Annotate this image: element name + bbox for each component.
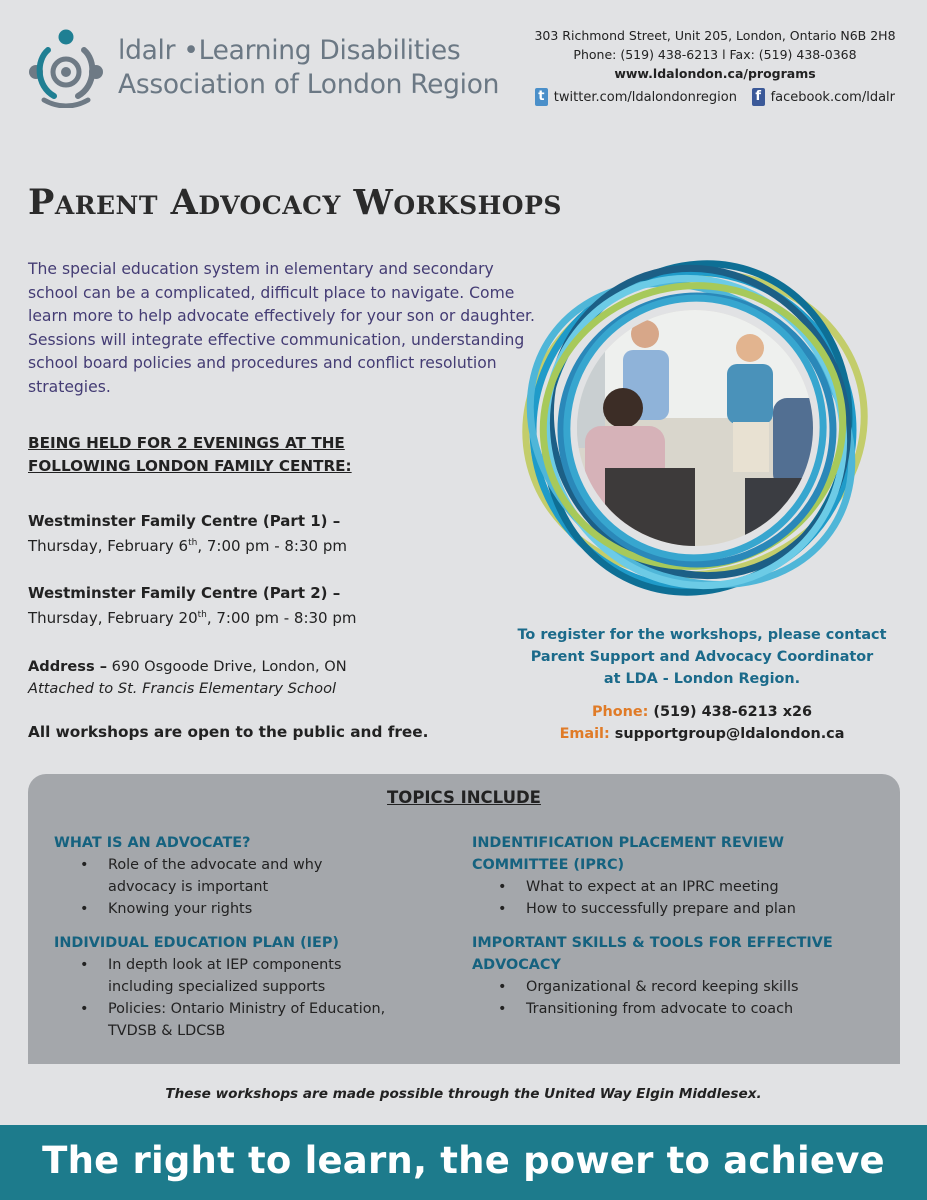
registration-info — [510, 624, 894, 690]
list-item: • Transitioning from advocate to coach — [472, 998, 872, 1020]
session-part-1 — [28, 510, 448, 557]
session-place: Westminster Family Centre (Part 1) – — [28, 512, 341, 530]
street-address: 303 Richmond Street, Unit 205, London, Ontario N6B 2H8 — [534, 28, 896, 43]
website-link[interactable]: www.ldalondon.ca/programs — [614, 66, 816, 81]
address-label: Address – — [28, 658, 108, 675]
session-date: Thursday, February 20 — [28, 609, 198, 627]
session-time: , 7:00 pm - 8:30 pm — [197, 537, 347, 555]
topics-left-column — [54, 832, 454, 1042]
list-item: • Role of the advocate and why advocacy is important — [54, 854, 454, 898]
session-date-suffix: th — [197, 610, 207, 620]
list-item: • What to expect at an IPRC meeting — [472, 876, 872, 898]
organization-name: ldalr •Learning Disabilities Association of London Region — [118, 35, 500, 100]
sponsor-note: These workshops are made possible through the United Way Elgin Middlesex. — [165, 1086, 762, 1102]
session-date: Thursday, February 6 — [28, 537, 189, 555]
topics-panel — [28, 774, 900, 1064]
twitter-icon: t — [535, 88, 548, 106]
phone-number[interactable]: (519) 438-6213 x26 — [648, 704, 813, 720]
venue-address — [28, 656, 448, 700]
email-address[interactable]: supportgroup@ldalondon.ca — [609, 726, 845, 742]
topic-heading: WHAT IS AN ADVOCATE? — [54, 835, 251, 851]
schedule-heading — [28, 432, 448, 478]
twitter-link[interactable]: twitter.com/ldalondonregion — [553, 89, 737, 105]
list-item: • In depth look at IEP components including specialized supports — [54, 954, 454, 998]
intro-paragraph: The special education system in elementary and secondary school can be a complicated, difficult place to navigate. Come learn more to help advocate effectively for your son or daughter. Sessions will integrate effective communication, understanding school board policies and procedures and conflict resolution strategies. — [28, 260, 535, 396]
organization-name-line1: Learning Disabilities — [198, 35, 461, 66]
contact-block — [520, 26, 910, 83]
workshop-photo — [505, 238, 885, 618]
organization-abbreviation: ldalr — [118, 35, 176, 66]
facebook-icon: f — [752, 88, 765, 106]
topics-heading: TOPICS INCLUDE — [387, 788, 541, 807]
email-label: Email: — [559, 726, 610, 742]
register-line1: To register for the workshops, please contact — [517, 627, 887, 643]
organization-name-line2: Association of London Region — [118, 69, 500, 100]
register-line2: Parent Support and Advocacy Coordinator — [530, 649, 874, 665]
schedule-heading-line1: BEING HELD FOR 2 EVENINGS AT THE — [28, 434, 345, 452]
topics-right-column — [472, 832, 872, 1020]
open-to-public-notice: All workshops are open to the public and free. — [28, 723, 429, 741]
session-time: , 7:00 pm - 8:30 pm — [206, 609, 357, 627]
session-place: Westminster Family Centre (Part 2) – — [28, 584, 341, 602]
phone-fax: Phone: (519) 438-6213 l Fax: (519) 438-0368 — [573, 47, 857, 62]
register-line3: at LDA - London Region. — [603, 671, 801, 687]
session-part-2 — [28, 582, 448, 629]
facebook-link[interactable]: facebook.com/ldalr — [770, 89, 896, 105]
page-title: Parent Advocacy Workshops — [28, 182, 562, 223]
registration-contact — [510, 701, 894, 745]
topic-heading: INDENTIFICATION PLACEMENT REVIEW COMMITTEE (IPRC) — [472, 835, 784, 873]
session-date-suffix: th — [188, 538, 198, 548]
address-value: 690 Osgoode Drive, London, ON — [107, 658, 347, 675]
organization-logo-icon — [26, 26, 106, 108]
list-item: • How to successfully prepare and plan — [472, 898, 872, 920]
topic-heading: INDIVIDUAL EDUCATION PLAN (IEP) — [54, 935, 339, 951]
topic-heading: IMPORTANT SKILLS & TOOLS FOR EFFECTIVE ADVOCACY — [472, 935, 833, 973]
list-item: • Policies: Ontario Ministry of Education, TVDSB & LDCSB — [54, 998, 454, 1042]
phone-label: Phone: — [591, 704, 649, 720]
list-item: • Organizational & record keeping skills — [472, 976, 872, 998]
schedule-heading-line2: FOLLOWING LONDON FAMILY CENTRE: — [28, 457, 352, 475]
list-item: • Knowing your rights — [54, 898, 454, 920]
footer-tagline: The right to learn, the power to achieve — [0, 1125, 927, 1200]
social-links — [535, 88, 895, 106]
address-note: Attached to St. Francis Elementary School — [28, 680, 337, 697]
